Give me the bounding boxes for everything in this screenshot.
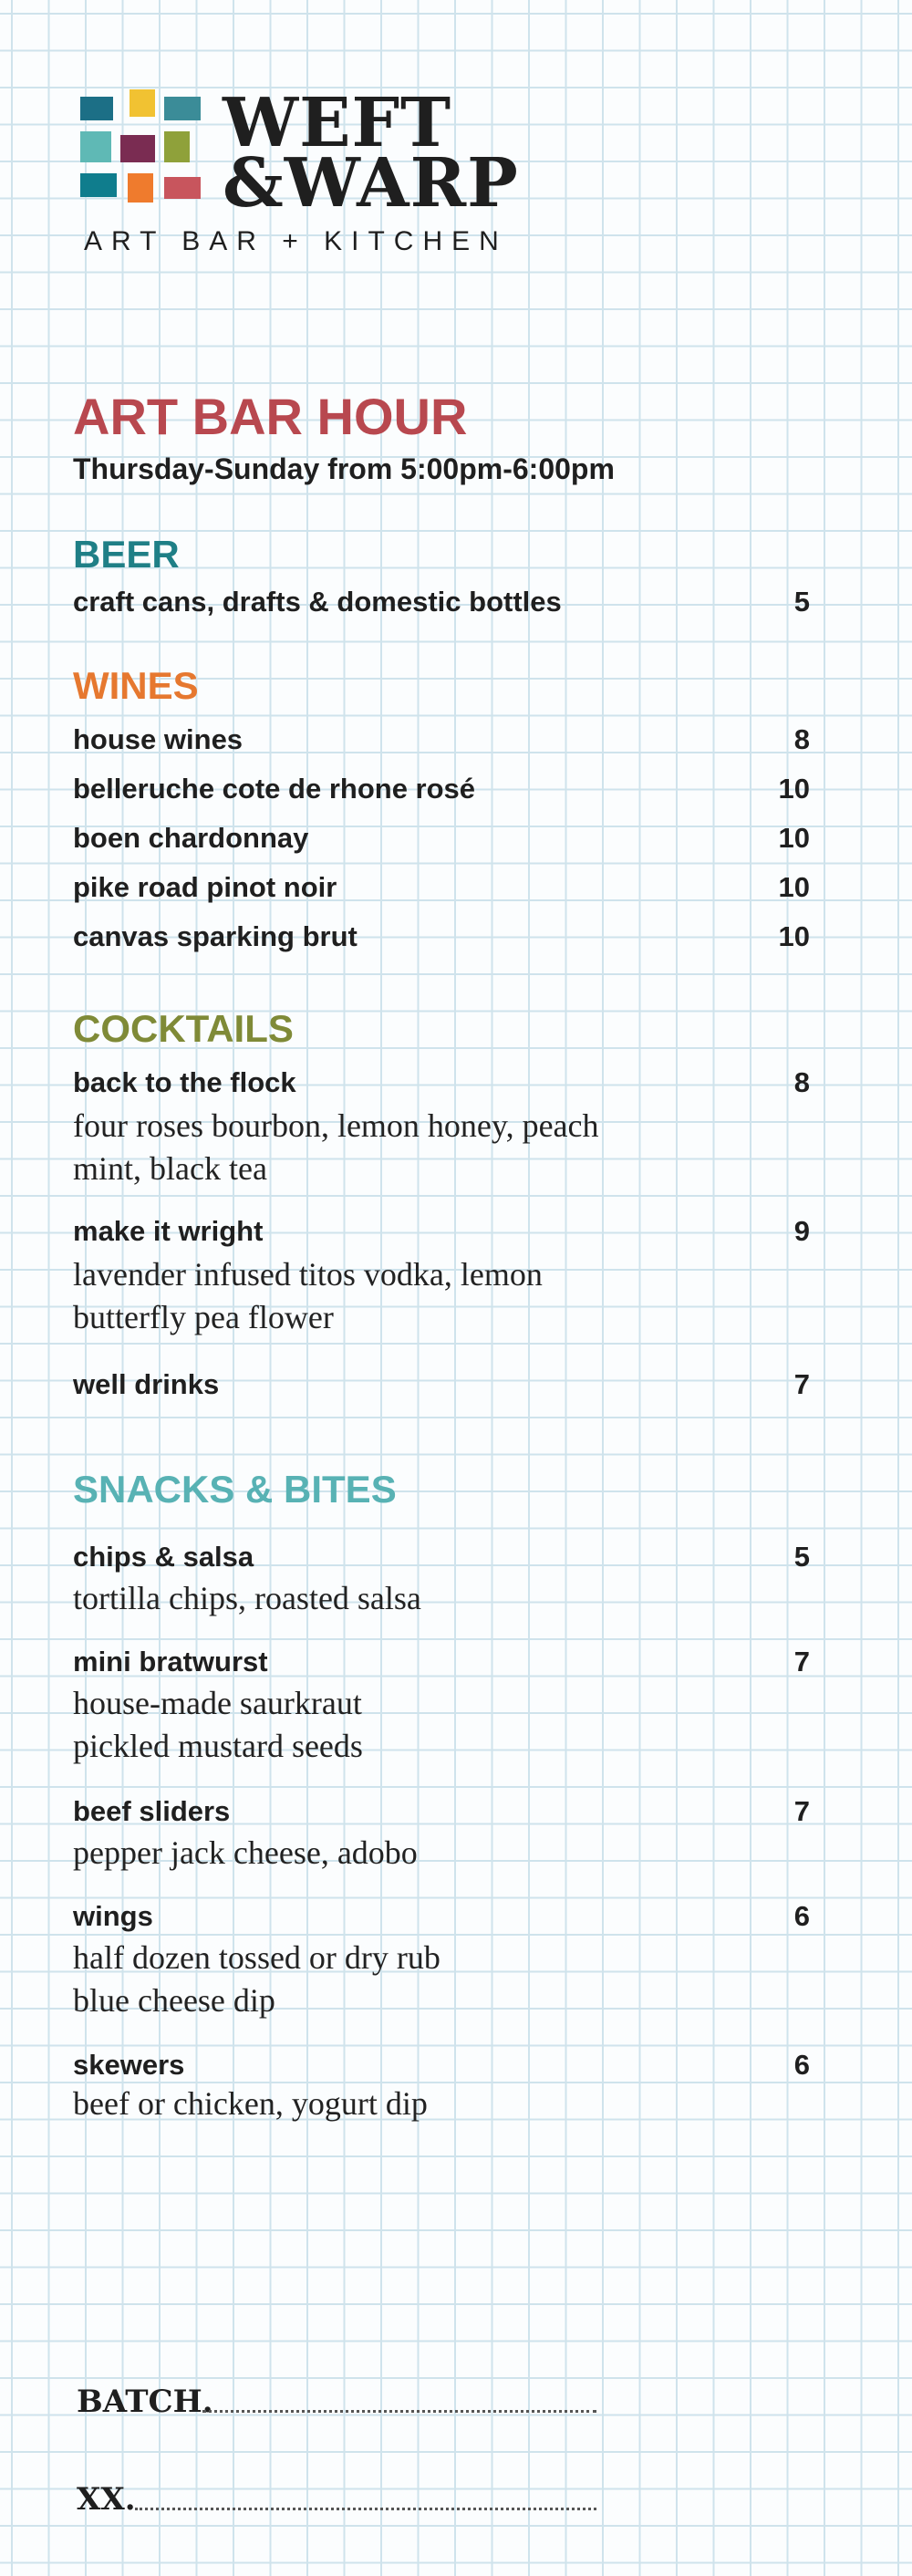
item-price: 10 [778,822,810,854]
item-description: house-made saurkraut [73,1685,362,1721]
item-price: 9 [793,1215,810,1247]
menu-item [73,1066,810,1103]
logo-tiles-icon [80,89,212,203]
item-name: mini bratwurst [73,1646,268,1678]
brand-logo [80,84,627,263]
item-name: beef sliders [73,1795,231,1827]
brand-name-line2: &WARP [223,144,519,223]
item-name: well drinks [73,1368,220,1400]
menu-item [73,1368,810,1405]
item-price: 6 [793,1900,810,1932]
item-price: 10 [778,871,810,903]
menu-item [73,2049,810,2085]
item-description: butterfly pea flower [73,1299,334,1335]
item-description: pepper jack cheese, adobo [73,1834,418,1871]
menu-item [73,1215,810,1252]
item-description: four roses bourbon, lemon honey, peach [73,1107,599,1144]
item-name: boen chardonnay [73,822,309,854]
page-title: ART BAR HOUR [73,388,468,445]
menu-item [73,1541,810,1577]
menu-item [73,822,810,858]
item-description: blue cheese dip [73,1982,275,2019]
item-description: lavender infused titos vodka, lemon [73,1256,543,1293]
item-price: 7 [793,1795,810,1827]
section-title-beer: BEER [73,533,180,576]
item-name: house wines [73,723,244,755]
brand-name-line1: WEFT [223,84,452,162]
menu-item [73,1900,810,1937]
batch-label: BATCH. [77,2384,213,2420]
item-description: tortilla chips, roasted salsa [73,1580,421,1616]
item-description: beef or chicken, yogurt dip [73,2085,428,2122]
hours-subtitle: Thursday-Sunday from 5:00pm-6:00pm [73,452,615,485]
item-price: 8 [793,723,810,755]
item-price: 5 [793,586,810,618]
logo-tile [80,131,111,162]
section-title-cocktails: COCKTAILS [73,1007,294,1050]
menu-item [73,871,810,908]
brand-tagline: ART BAR + KITCHEN [84,226,508,256]
item-price: 7 [793,1646,810,1678]
item-name: make it wright [73,1215,264,1247]
item-name: back to the flock [73,1066,296,1098]
item-price: 5 [793,1541,810,1573]
item-description: mint, black tea [73,1150,267,1187]
item-name: skewers [73,2049,185,2081]
menu-item [73,1795,810,1832]
item-name: pike road pinot noir [73,871,337,903]
item-price: 10 [778,773,810,805]
logo-tile [164,97,201,120]
logo-tile [80,97,113,120]
logo-tile [128,173,153,203]
menu-item [73,586,810,622]
item-name: chips & salsa [73,1541,254,1573]
logo-tile [164,131,190,162]
menu-item [73,920,810,957]
item-description: pickled mustard seeds [73,1728,363,1764]
item-price: 10 [778,920,810,952]
item-price: 6 [793,2049,810,2081]
item-name: craft cans, drafts & domestic bottles [73,586,562,618]
logo-tile [164,177,201,199]
logo-tile [130,89,155,117]
batch-fill-line [202,2410,596,2413]
menu-item [73,773,810,809]
item-price: 8 [793,1066,810,1098]
menu-item [73,723,810,760]
logo-tile [80,173,117,197]
item-name: canvas sparking brut [73,920,358,952]
item-price: 7 [793,1368,810,1400]
xx-fill-line [135,2508,596,2510]
item-name: wings [73,1900,153,1932]
section-title-snacks: SNACKS & BITES [73,1468,397,1511]
section-title-wines: WINES [73,664,199,707]
logo-tile [120,135,155,162]
menu-item [73,1646,810,1682]
item-name: belleruche cote de rhone rosé [73,773,476,805]
item-description: half dozen tossed or dry rub [73,1939,440,1976]
xx-label: XX. [77,2481,136,2518]
